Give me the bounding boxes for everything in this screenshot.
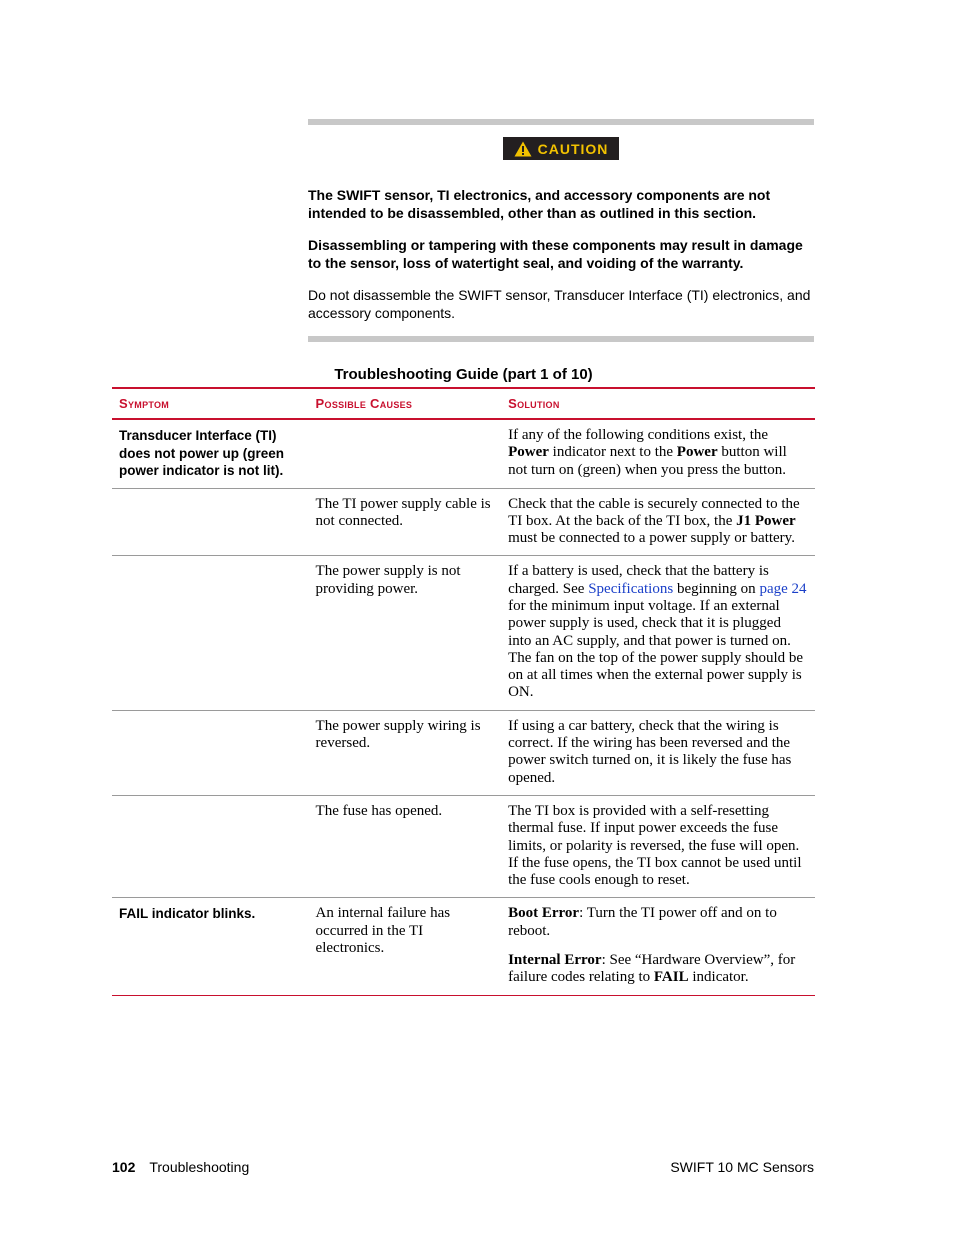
specifications-link[interactable]: Specifications: [588, 580, 674, 597]
footer-left: [112, 1159, 249, 1175]
page-24-link[interactable]: page 24: [759, 580, 807, 597]
caution-paragraph-1: The SWIFT sensor, TI electronics, and accessory components are not intended to be disassembled, other than as outlined in this section.: [308, 187, 771, 221]
header-solution: Solution: [501, 388, 815, 419]
solution-cell: If a battery is used, check that the battery is charged. See Specifications beginning on page 24 for the minimum input voltage. If an external power supply is used, check that it is plugged into an AC supply, and that power is turned on. The fan on the top of the power supply should be on at all times when the external power supply is ON.: [501, 556, 815, 710]
caution-badge: [503, 137, 619, 160]
solution-cell: The TI box is provided with a self-resetting thermal fuse. If input power exceeds the fuse limits, or polarity is reversed, the fuse will open. If the fuse opens, the TI box cannot be used until the fuse cools enough to reset.: [501, 795, 815, 897]
symptom-cell: [112, 795, 309, 897]
caution-bottom-rule: [308, 336, 814, 342]
page-number: 102: [112, 1159, 136, 1175]
solution-cell: Check that the cable is securely connected to the TI box. At the back of the TI box, the J1 Power must be connected to a power supply or battery.: [501, 488, 815, 556]
caution-text: [308, 186, 814, 322]
table-row: [112, 710, 815, 795]
symptom-cell: FAIL indicator blinks.: [112, 898, 309, 995]
cause-cell: An internal failure has occurred in the TI electronics.: [309, 898, 502, 995]
cause-cell: [309, 419, 502, 488]
caution-label: CAUTION: [537, 140, 609, 157]
table-row: [112, 556, 815, 710]
caution-paragraph-3: Do not disassemble the SWIFT sensor, Transducer Interface (TI) electronics, and accessory components.: [308, 287, 811, 321]
solution-cell: If any of the following conditions exist, the Power indicator next to the Power button will not turn on (green) when you press the button.: [501, 419, 815, 488]
table-row: [112, 488, 815, 556]
table-row: [112, 898, 815, 995]
page-footer: [112, 1159, 814, 1175]
cause-cell: The power supply is not providing power.: [309, 556, 502, 710]
header-possible-causes: Possible Causes: [309, 388, 502, 419]
table-row: [112, 795, 815, 897]
troubleshooting-table: [112, 387, 815, 996]
warning-triangle-icon: [514, 141, 532, 157]
symptom-cell: [112, 556, 309, 710]
header-symptom: Symptom: [112, 388, 309, 419]
table-row: [112, 419, 815, 488]
solution-cell: If using a car battery, check that the wiring is correct. If the wiring has been reversed and the power switch turned on, it is likely the fuse has opened.: [501, 710, 815, 795]
cause-cell: The power supply wiring is reversed.: [309, 710, 502, 795]
footer-section: Troubleshooting: [149, 1159, 250, 1175]
table-title: Troubleshooting Guide (part 1 of 10): [334, 366, 593, 383]
caution-block: [308, 119, 814, 342]
table-header-row: [112, 388, 815, 419]
caution-paragraph-2: Disassembling or tampering with these components may result in damage to the sensor, loss of watertight seal, and voiding of the warranty.: [308, 237, 803, 271]
solution-cell: Boot Error: Turn the TI power off and on to reboot. Internal Error: See “Hardware Overview”, for failure codes relating to FAIL indicator.: [501, 898, 815, 995]
symptom-cell: [112, 710, 309, 795]
caution-top-rule: [308, 119, 814, 125]
cause-cell: The fuse has opened.: [309, 795, 502, 897]
symptom-cell: [112, 488, 309, 556]
symptom-cell: Transducer Interface (TI) does not power up (green power indicator is not lit).: [112, 419, 309, 488]
footer-product: SWIFT 10 MC Sensors: [670, 1159, 814, 1175]
cause-cell: The TI power supply cable is not connected.: [309, 488, 502, 556]
